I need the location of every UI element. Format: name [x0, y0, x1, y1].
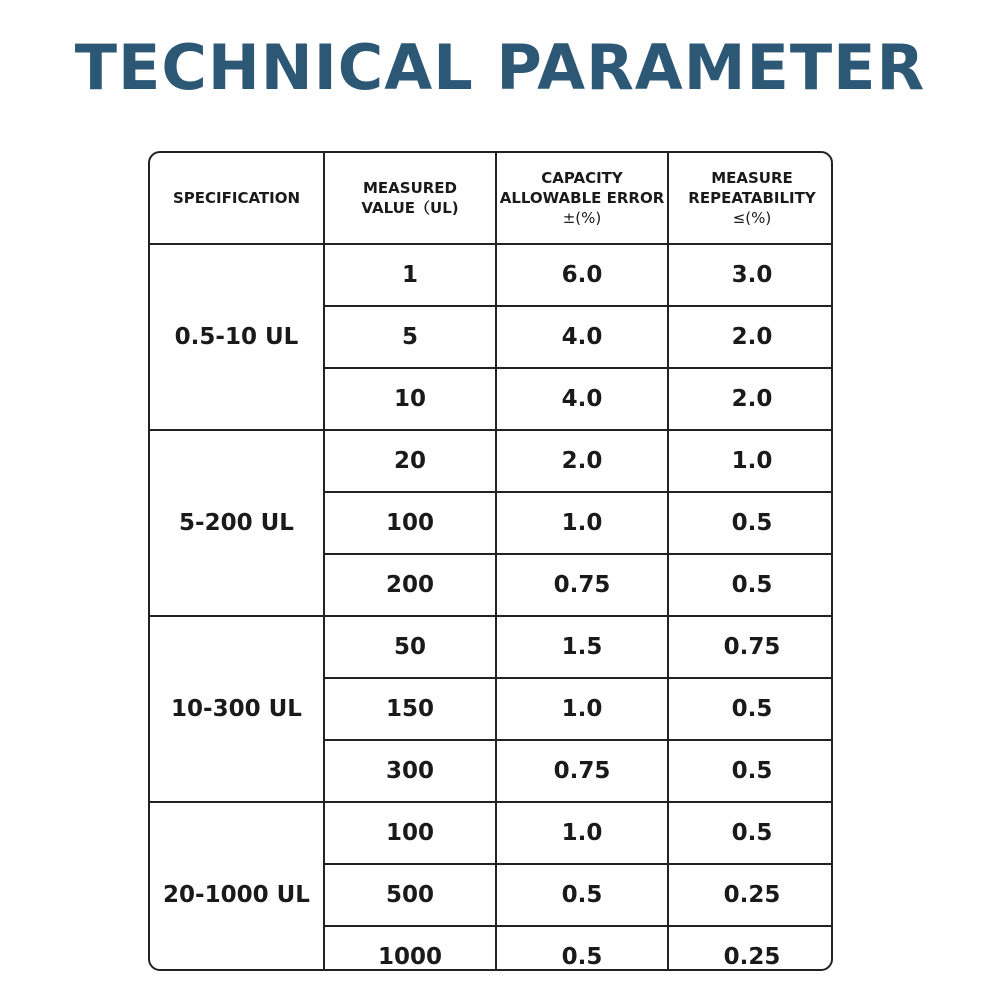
- spec-table: [150, 153, 833, 971]
- header-capacity-line-2: ALLOWABLE ERROR: [499, 189, 665, 207]
- capacity-error-cell: 1.0: [496, 678, 668, 740]
- measured-value-cell: 1000: [324, 926, 496, 971]
- measured-value-cell: 150: [324, 678, 496, 740]
- capacity-error-cell: 1.0: [496, 492, 668, 554]
- capacity-error-cell: 4.0: [496, 368, 668, 430]
- capacity-error-cell: 0.5: [496, 864, 668, 926]
- measured-value-cell: 100: [324, 802, 496, 864]
- measured-value-cell: 300: [324, 740, 496, 802]
- measured-value-cell: 50: [324, 616, 496, 678]
- measured-value-cell: 500: [324, 864, 496, 926]
- header-repeatability-line-2: REPEATABILITY: [688, 189, 816, 207]
- header-repeatability-line-1: MEASURE: [711, 169, 793, 187]
- table-row: [150, 802, 833, 864]
- capacity-error-cell: 2.0: [496, 430, 668, 492]
- measured-value-cell: 5: [324, 306, 496, 368]
- capacity-error-cell: 1.0: [496, 802, 668, 864]
- capacity-error-cell: 4.0: [496, 306, 668, 368]
- repeatability-cell: 2.0: [668, 306, 833, 368]
- repeatability-cell: 2.0: [668, 368, 833, 430]
- specification-cell: 5-200 UL: [150, 430, 324, 616]
- page-title: TECHNICAL PARAMETER: [74, 31, 926, 104]
- repeatability-cell: 3.0: [668, 244, 833, 306]
- repeatability-cell: 0.75: [668, 616, 833, 678]
- measured-value-cell: 10: [324, 368, 496, 430]
- capacity-error-cell: 0.75: [496, 554, 668, 616]
- measured-value-cell: 1: [324, 244, 496, 306]
- capacity-error-cell: 0.5: [496, 926, 668, 971]
- table-row: [150, 616, 833, 678]
- header-capacity-error: [496, 153, 668, 244]
- specification-cell: 0.5-10 UL: [150, 244, 324, 430]
- table-row: [150, 430, 833, 492]
- header-specification: [150, 153, 324, 244]
- capacity-error-cell: 0.75: [496, 740, 668, 802]
- table-row: [150, 244, 833, 306]
- technical-parameter-table: [148, 151, 833, 971]
- header-measured-line-2: VALUE（UL): [361, 199, 459, 217]
- header-measured-line-1: MEASURED: [362, 179, 457, 197]
- repeatability-cell: 0.5: [668, 802, 833, 864]
- header-capacity-line-1: CAPACITY: [541, 169, 623, 187]
- specification-cell: 20-1000 UL: [150, 802, 324, 971]
- header-repeatability-unit: ≤(%): [732, 209, 772, 227]
- specification-cell: 10-300 UL: [150, 616, 324, 802]
- header-row: [150, 153, 833, 244]
- header-specification-label: SPECIFICATION: [172, 189, 301, 207]
- measured-value-cell: 200: [324, 554, 496, 616]
- repeatability-cell: 1.0: [668, 430, 833, 492]
- repeatability-cell: 0.5: [668, 678, 833, 740]
- repeatability-cell: 0.5: [668, 554, 833, 616]
- header-measured-value: [324, 153, 496, 244]
- header-repeatability: [668, 153, 833, 244]
- capacity-error-cell: 1.5: [496, 616, 668, 678]
- measured-value-cell: 100: [324, 492, 496, 554]
- repeatability-cell: 0.5: [668, 740, 833, 802]
- capacity-error-cell: 6.0: [496, 244, 668, 306]
- measured-value-cell: 20: [324, 430, 496, 492]
- repeatability-cell: 0.5: [668, 492, 833, 554]
- repeatability-cell: 0.25: [668, 926, 833, 971]
- repeatability-cell: 0.25: [668, 864, 833, 926]
- header-capacity-unit: ±(%): [562, 209, 602, 227]
